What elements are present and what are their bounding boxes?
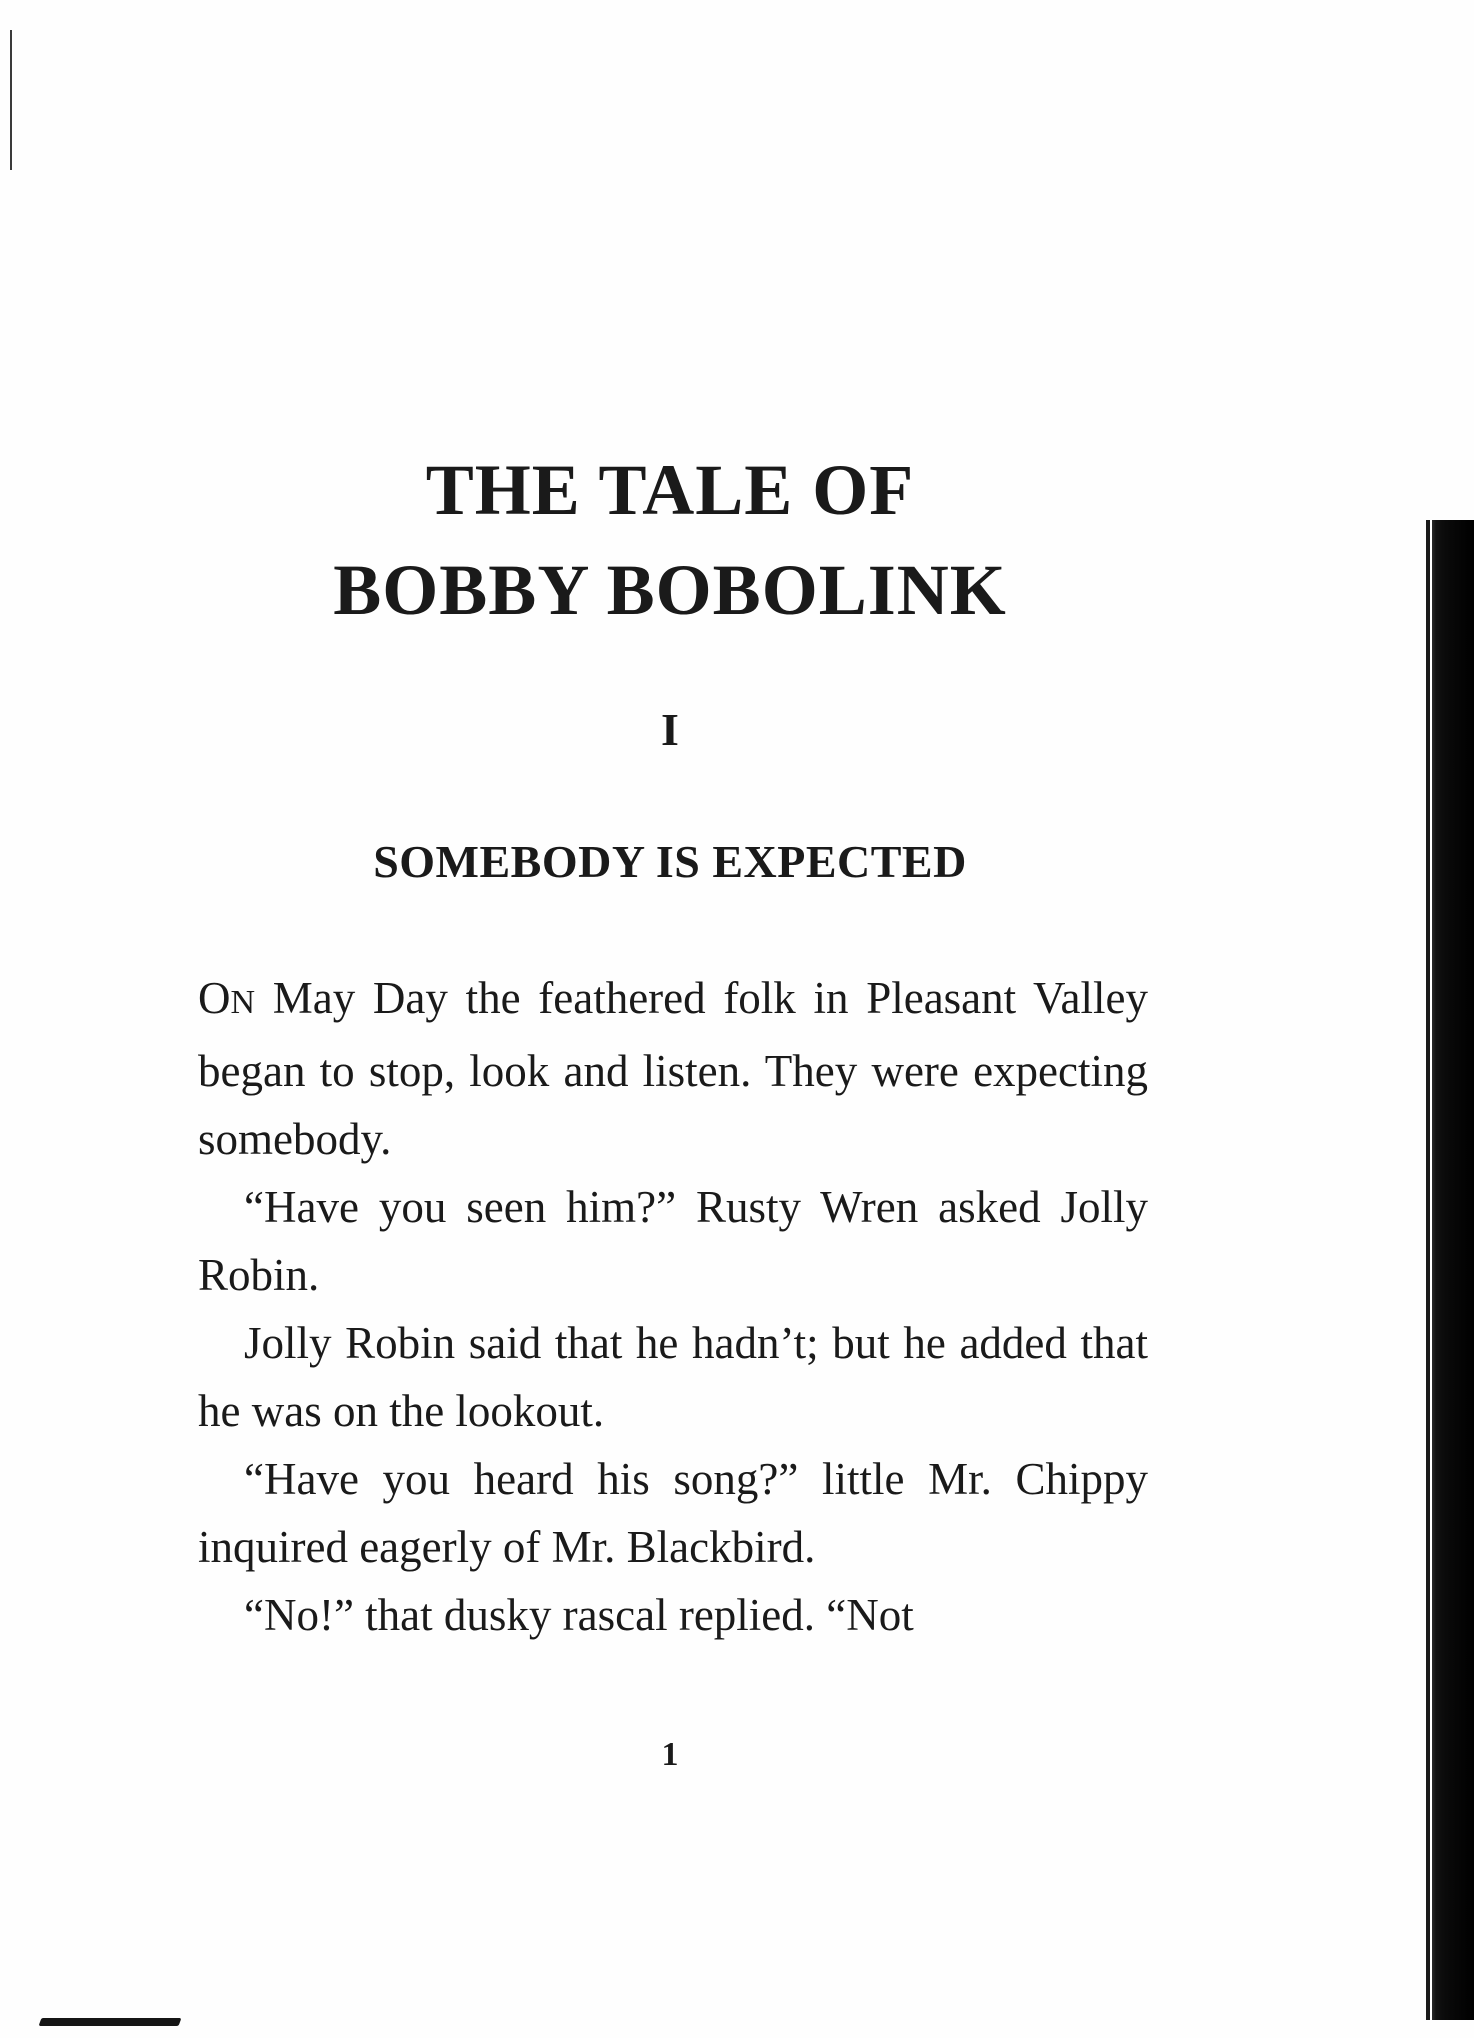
scan-edge-line xyxy=(10,30,12,170)
book-title xyxy=(200,440,1140,640)
paragraph-5: “No!” that dusky rascal replied. “Not xyxy=(244,1590,914,1640)
book-title-line-1: THE TALE OF xyxy=(425,450,915,530)
book-title-line-2: BOBBY BOBOLINK xyxy=(333,550,1007,630)
paragraph-3: Jolly Robin said that he hadn’t; but he added that he was on the lookout. xyxy=(198,1318,1148,1436)
paragraph-4: “Have you heard his song?” little Mr. Chippy inquired eagerly of Mr. Blackbird. xyxy=(198,1454,1148,1572)
paragraph-1 xyxy=(198,964,1148,1173)
scan-smudge xyxy=(39,2018,182,2026)
chapter-title: SOMEBODY IS EXPECTED xyxy=(373,836,967,887)
chapter-number: I xyxy=(661,704,679,755)
page-number: 1 xyxy=(661,1736,679,1773)
lead-initial: O xyxy=(198,973,231,1023)
body-text xyxy=(198,964,1148,1649)
paragraph-1-text: May Day the feathered folk in Pleasant Valley began to stop, look and listen. They were expecting somebody. xyxy=(198,973,1148,1164)
paragraph-2: “Have you seen him?” Rusty Wren asked Jolly Robin. xyxy=(198,1182,1148,1300)
binding-shadow xyxy=(1432,520,1474,2020)
lead-small-caps: N xyxy=(230,984,256,1021)
